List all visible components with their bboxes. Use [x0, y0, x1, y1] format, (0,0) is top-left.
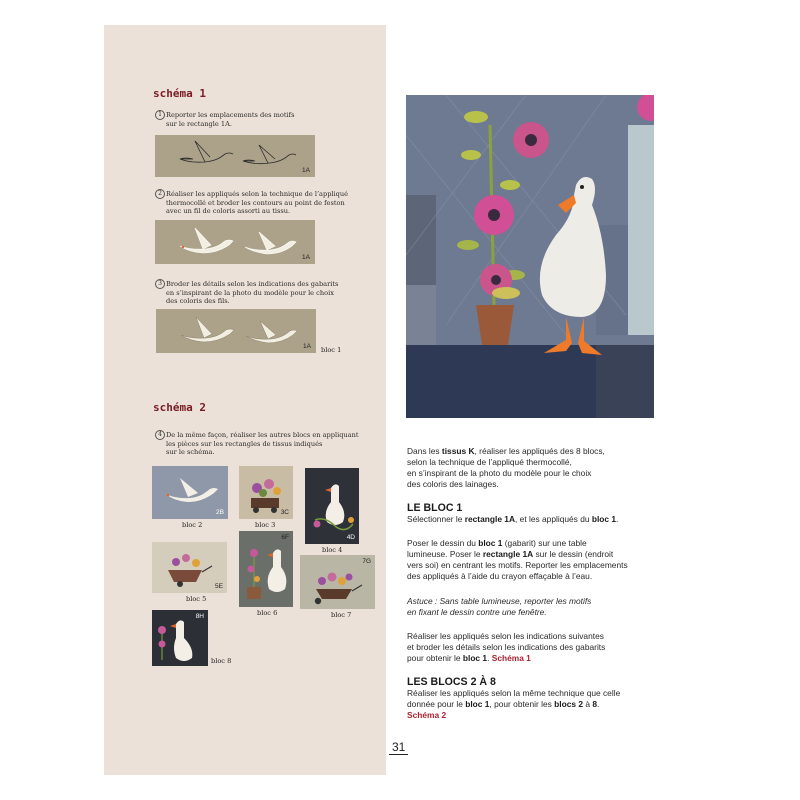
step-number: 2 — [155, 189, 165, 199]
intro-line: Dans les tissus K, réaliser les appliqués des 8 blocs, — [407, 446, 605, 456]
panel-code: 1A — [302, 254, 310, 261]
step-text: Broder les détails selon les indications des gabarits — [166, 280, 339, 288]
paragraph-line: lumineuse. Poser le rectangle 1A sur le dessin (endroit — [407, 549, 614, 559]
block-code: 2B — [216, 509, 224, 516]
block-caption: bloc 6 — [257, 609, 278, 617]
step-number: 4 — [155, 430, 165, 440]
goose-applique-drawing — [155, 220, 315, 264]
block-8-thumbnail — [152, 610, 208, 666]
intro-paragraph — [407, 446, 657, 490]
block-6-thumbnail — [239, 531, 293, 607]
schema-1-reference: Schéma 1 — [491, 653, 531, 663]
bloc-1-applique-paragraph — [407, 631, 657, 664]
step-text: Réaliser les appliqués selon la technique de l’appliqué — [166, 190, 349, 198]
blocs-2-8-heading: LES BLOCS 2 À 8 — [407, 676, 496, 688]
paragraph-line: pour obtenir le bloc 1. Schéma 1 — [407, 653, 531, 663]
step-text: sur le schéma. — [166, 448, 215, 457]
step-text: les pièces sur les rectangles de tissus indiqués — [166, 439, 323, 448]
paragraph-line: des appliqués à l’aide du crayon effaçable à l’eau. — [407, 571, 593, 581]
block-caption: bloc 7 — [331, 611, 352, 619]
step-number: 3 — [155, 279, 165, 289]
paragraph-line: Poser le dessin du bloc 1 (gabarit) sur une table — [407, 538, 587, 548]
blocs-2-8-paragraph — [407, 688, 657, 721]
step-text: De la même façon, réaliser les autres blocs en appliquant — [166, 431, 359, 439]
block-code: 6F — [281, 534, 289, 541]
paragraph-line: vers soi) en centrant les motifs. Reporter les emplacements — [407, 560, 628, 570]
step-1 — [158, 111, 295, 128]
intro-line: selon la technique de l’appliqué thermocollé, — [407, 457, 572, 467]
block-3-thumbnail — [239, 466, 293, 519]
tip-paragraph — [407, 596, 657, 618]
step-text: des coloris des fils. — [166, 297, 230, 306]
block-code: 7G — [362, 558, 371, 565]
schema-1-title: schéma 1 — [153, 87, 206, 100]
block-caption: bloc 2 — [182, 521, 203, 529]
step-text: en s’inspirant de la photo du modèle pour le choix — [166, 288, 334, 297]
paragraph-line: donnée pour le bloc 1, pour obtenir les blocs 2 à 8. — [407, 699, 600, 709]
block-caption: bloc 8 — [211, 657, 232, 665]
block-code: 4D — [346, 534, 355, 541]
block-caption: bloc 3 — [255, 521, 276, 529]
block-2-thumbnail — [152, 466, 228, 519]
block-7-thumbnail — [300, 555, 375, 609]
paragraph-line: Réaliser les appliqués selon la même technique que celle — [407, 688, 621, 698]
block-code: 8H — [195, 613, 204, 620]
block-code: 3C — [280, 509, 289, 516]
goose-flowers-icon — [305, 468, 359, 544]
diagram-panel-embroidered — [156, 309, 316, 353]
bloc-1-heading: LE BLOC 1 — [407, 502, 463, 514]
tip-line: Astuce : Sans table lumineuse, reporter les motifs — [407, 596, 592, 606]
bloc-1-transfer-paragraph — [407, 538, 657, 582]
quilt-goose-image — [406, 95, 654, 418]
step-4 — [158, 431, 359, 457]
diagram-panel-outline — [155, 135, 315, 177]
panel-code: 1A — [302, 167, 310, 174]
bloc-1-select-paragraph — [407, 514, 657, 525]
goose-pot-icon — [239, 531, 293, 607]
panel-code: 1A — [303, 343, 311, 350]
paragraph-line: et broder les détails selon les indications des gabarits — [407, 642, 606, 652]
goose-outline-drawing — [155, 135, 315, 177]
step-3 — [158, 280, 339, 306]
schema-2-reference: Schéma 2 — [407, 710, 447, 720]
step-text: avec un fil de coloris assorti au tissu. — [166, 207, 291, 216]
panel-caption: bloc 1 — [321, 346, 342, 354]
quilt-photo — [406, 95, 654, 418]
intro-line: des coloris des lainages. — [407, 479, 499, 489]
schema-2-title: schéma 2 — [153, 401, 206, 414]
tip-line: en fixant le dessin contre une fenêtre. — [407, 607, 547, 617]
step-number: 1 — [155, 110, 165, 120]
diagram-panel-applique — [155, 220, 315, 264]
block-5-thumbnail — [152, 542, 227, 593]
page-number: 31 — [389, 740, 408, 755]
step-text: thermocollé et broder les contours au point de feston — [166, 198, 345, 207]
block-caption: bloc 5 — [186, 595, 207, 603]
step-text: sur le rectangle 1A. — [166, 119, 232, 128]
paragraph-line: Sélectionner le rectangle 1A, et les appliqués du bloc 1. — [407, 514, 619, 524]
step-2 — [158, 190, 349, 216]
goose-embroidered-drawing — [156, 309, 316, 353]
step-text: Reporter les emplacements des motifs — [166, 111, 295, 119]
paragraph-line: Réaliser les appliqués selon les indications suivantes — [407, 631, 604, 641]
intro-line: en s’inspirant de la photo du modèle pour le choix — [407, 468, 592, 478]
block-caption: bloc 4 — [322, 546, 343, 554]
block-code: 5E — [215, 583, 223, 590]
block-4-thumbnail — [305, 468, 359, 544]
